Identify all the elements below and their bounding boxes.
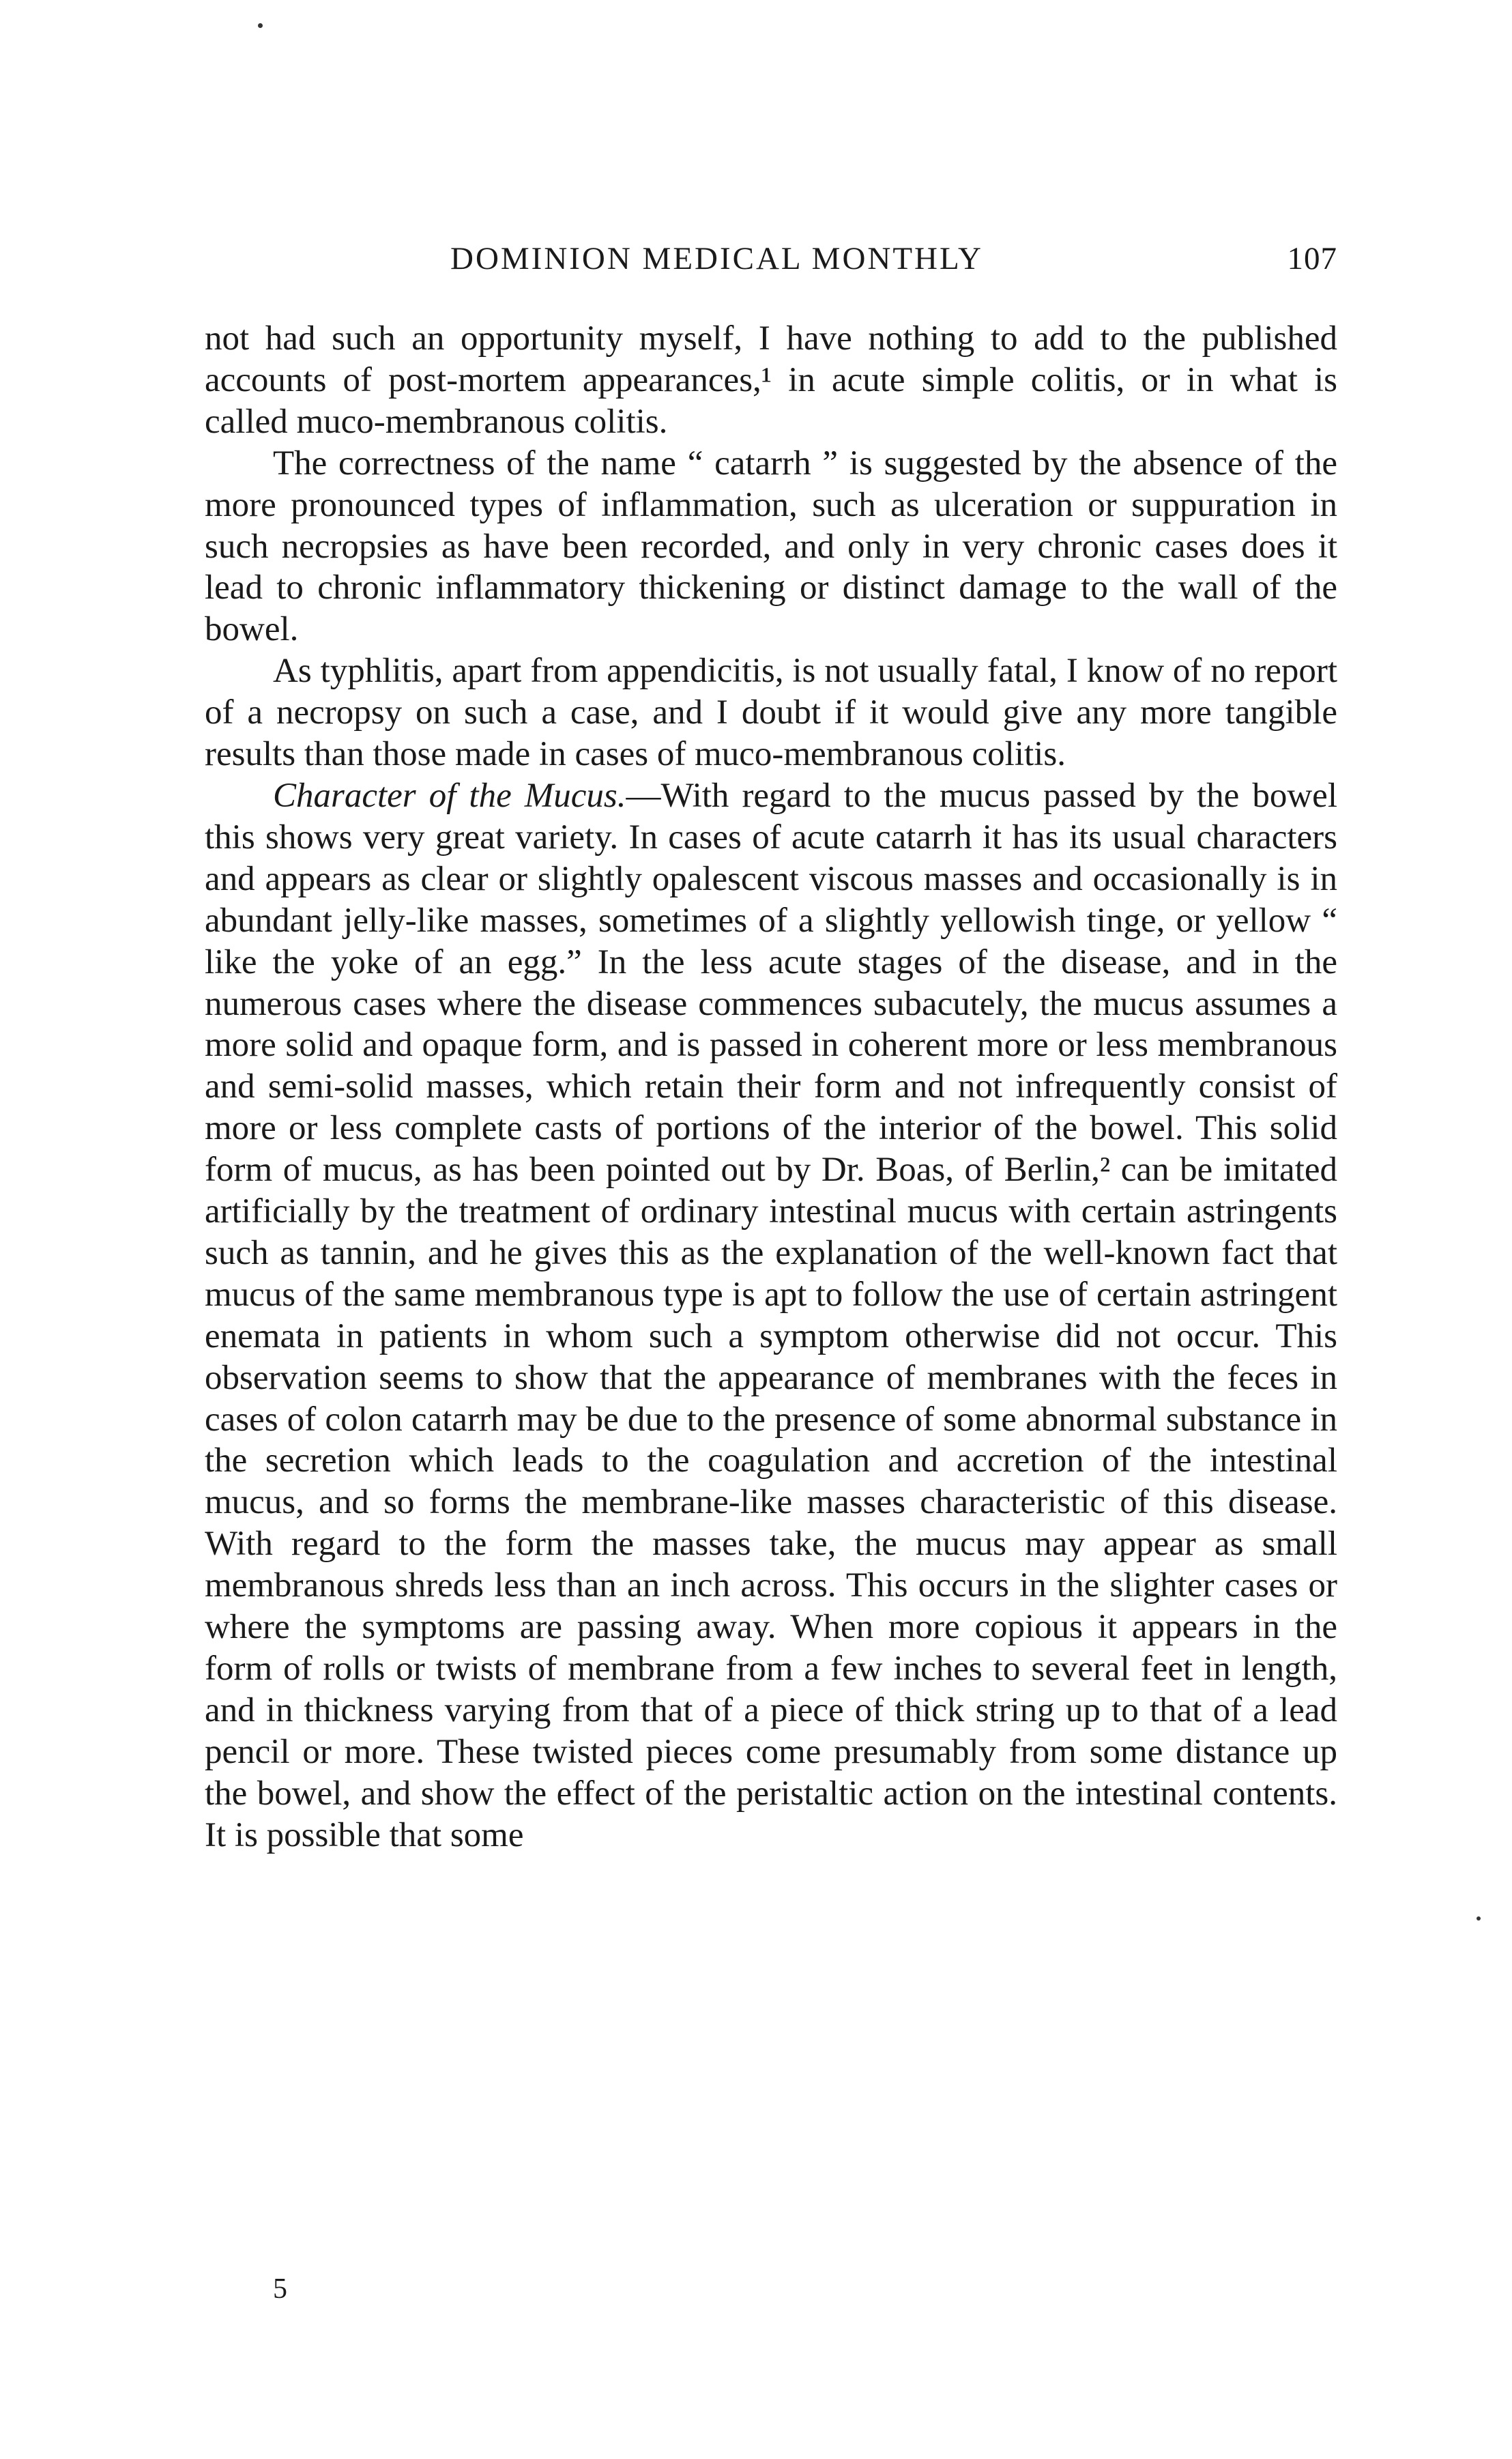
signature-mark: 5 [273, 2273, 287, 2305]
paragraph: The correctness of the name “ catarrh ” is suggested by the absence of the more pronounced types of inflammation, such as ulceration or suppuration in such necropsies as have been recorded, and only in very chronic cases does it lead to chronic inflammatory thickening or distinct damage to the wall of the bowel. [205, 444, 1337, 649]
paragraph: not had such an opportunity myself, I have nothing to add to the published accounts of post-mortem appearances,¹ in acute simple colitis, or in what is called muco-membranous colitis. [205, 319, 1337, 441]
article-body [205, 318, 1337, 1856]
section-heading: Character of the Mucus. [273, 776, 626, 815]
print-speck [258, 23, 263, 28]
paragraph [205, 775, 1337, 1856]
running-head [205, 240, 1337, 288]
paragraph: As typhlitis, apart from appendicitis, is not usually fatal, I know of no report of a necropsy on such a case, and I doubt if it would give any more tangible results than those made in cases of muco-membranous colitis. [205, 652, 1337, 774]
paragraph-text: —With regard to the mucus passed by the bowel this shows very great variety. In cases of acute catarrh it has its usual characters and appears as clear or slightly opalescent viscous masses and occasionally is in abundant jelly-like masses, sometimes of a slightly yellowish tinge, or yellow “ like the yoke of an egg.” In the less acute stages of the disease, and in the numerous cases where the disease commences subacutely, the mucus assumes a more solid and opaque form, and is passed in coherent more or less membranous and semi-solid masses, which retain their form and not infrequently consist of more or less complete casts of portions of the interior of the bowel. This solid form of mucus, as has been pointed out by Dr. Boas, of Berlin,² can be imitated artificially by the treatment of ordinary intestinal mucus with certain astringents such as tannin, and he gives this as the explanation of the well-known fact that mucus of the same membranous type is apt to follow the use of certain astringent enemata in patients in whom such a symptom otherwise did not occur. This observation seems to show that the appearance of membranes with the feces in cases of colon catarrh may be due to the presence of some abnormal substance in the secretion which leads to the coagulation and accretion of the intestinal mucus, and so forms the membrane-like masses characteristic of this disease. With regard to the form the masses take, the mucus may appear as small membranous shreds less than an inch across. This occurs in the slighter cases or where the symptoms are passing away. When more copious it appears in the form of rolls or twists of membrane from a few inches to several feet in length, and in thickness varying from that of a piece of thick string up to that of a lead pencil or more. These twisted pieces come presumably from some distance up the bowel, and show the effect of the peristaltic action on the intestinal contents. It is possible that some [205, 776, 1337, 1854]
journal-title: DOMINION MEDICAL MONTHLY [450, 241, 983, 276]
page-number: 107 [1287, 241, 1337, 276]
print-speck [1477, 1916, 1481, 1921]
